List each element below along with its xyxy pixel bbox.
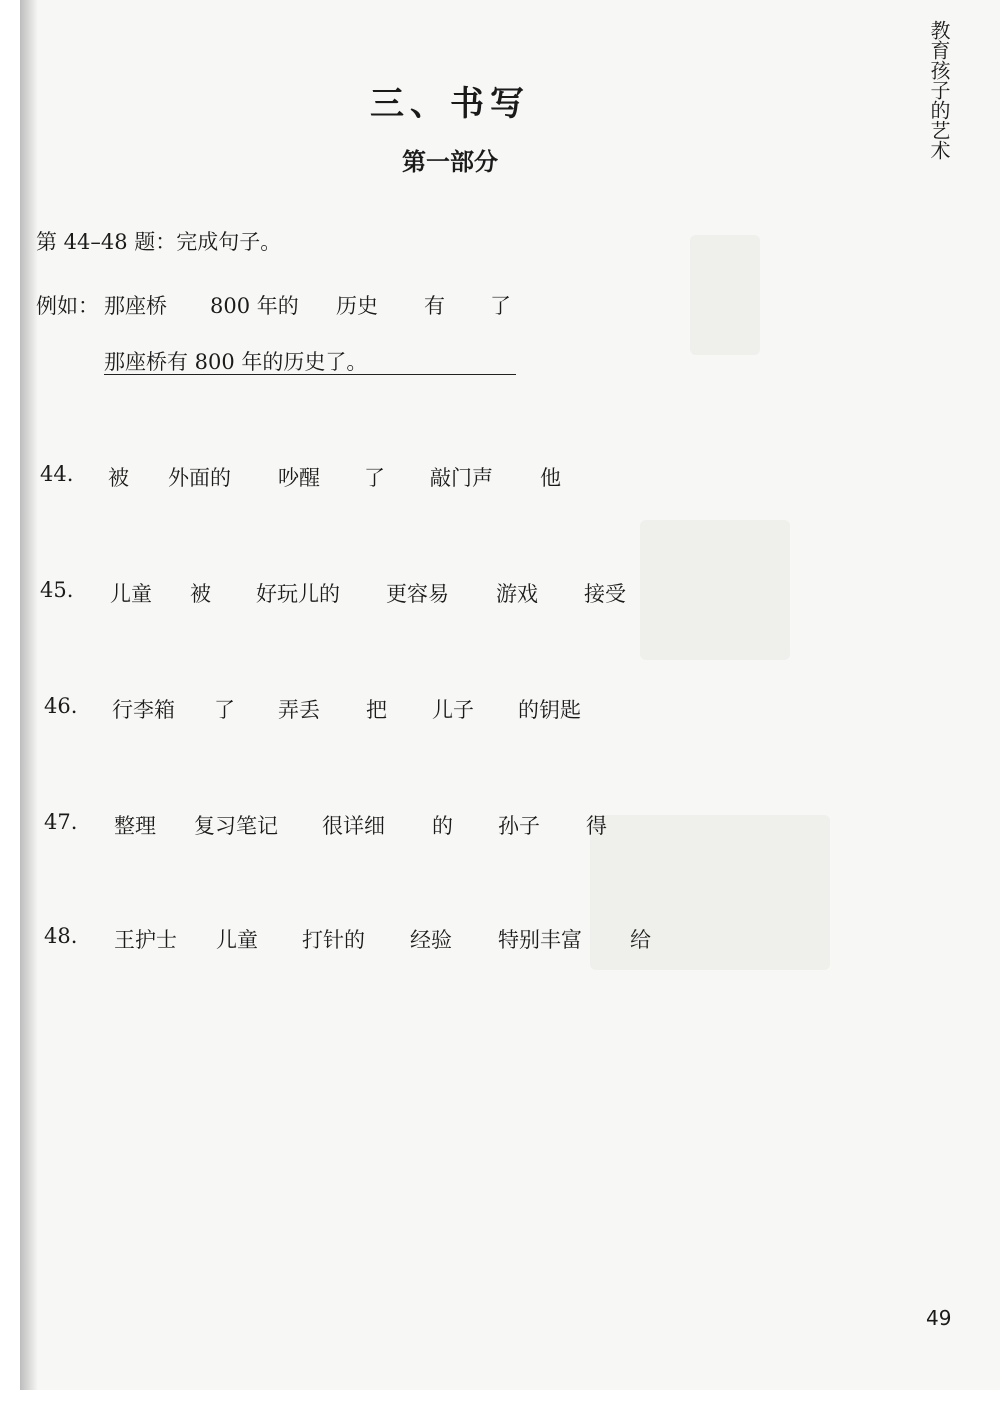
- question-word: 整理: [114, 814, 156, 838]
- question-word: 敲门声: [430, 466, 493, 490]
- question-word: 特别丰富: [498, 928, 582, 952]
- question-word: 了: [364, 466, 385, 490]
- question-word: 外面的: [168, 466, 231, 490]
- question-word: 儿子: [432, 698, 474, 722]
- question-word: 了: [214, 698, 235, 722]
- question-number: 44.: [40, 462, 74, 486]
- question-word: 接受: [584, 582, 626, 606]
- example-word: 有: [424, 294, 445, 318]
- question-word: 打针的: [302, 928, 365, 952]
- question-word: 儿童: [110, 582, 152, 606]
- question-word: 的钥匙: [518, 698, 581, 722]
- example-word: 那座桥: [104, 294, 167, 318]
- question-word: 经验: [410, 928, 452, 952]
- question-word: 行李箱: [112, 698, 175, 722]
- page-binding-shadow: [20, 0, 38, 1390]
- question-word: 孙子: [498, 814, 540, 838]
- question-word: 好玩儿的: [256, 582, 340, 606]
- question-word: 弄丢: [278, 698, 320, 722]
- question-word: 得: [586, 814, 607, 838]
- question-word: 被: [108, 466, 129, 490]
- question-word: 儿童: [216, 928, 258, 952]
- example-label: 例如：: [36, 294, 99, 318]
- question-word: 游戏: [496, 582, 538, 606]
- question-word: 把: [366, 698, 387, 722]
- example-word: 历史: [336, 294, 378, 318]
- question-word: 被: [190, 582, 211, 606]
- part-title: 第一部分: [402, 147, 498, 176]
- question-word: 吵醒: [278, 466, 320, 490]
- question-word: 的: [432, 814, 453, 838]
- question-number: 46.: [44, 694, 78, 718]
- question-word: 王护士: [114, 928, 177, 952]
- question-word: 给: [630, 928, 651, 952]
- question-word: 复习笔记: [194, 814, 278, 838]
- question-number: 45.: [40, 578, 74, 602]
- example-answer: 那座桥有 800 年的历史了。: [104, 346, 516, 375]
- bleed-through-illustration: [640, 520, 790, 660]
- question-word: 他: [540, 466, 561, 490]
- question-number: 48.: [44, 924, 78, 948]
- page-number: 49: [926, 1306, 952, 1330]
- scan-border: [0, 1390, 1000, 1413]
- section-title: 三、书写: [370, 84, 530, 124]
- question-number: 47.: [44, 810, 78, 834]
- bleed-through-illustration: [690, 235, 760, 355]
- example-word: 800 年的: [210, 294, 299, 318]
- question-word: 很详细: [322, 814, 385, 838]
- example-word: 了: [490, 294, 511, 318]
- bleed-through-illustration: [590, 815, 830, 970]
- running-book-title: 教育孩子的艺术: [927, 20, 951, 160]
- instruction-text: 第 44–48 题：完成句子。: [36, 230, 282, 254]
- question-word: 更容易: [386, 582, 449, 606]
